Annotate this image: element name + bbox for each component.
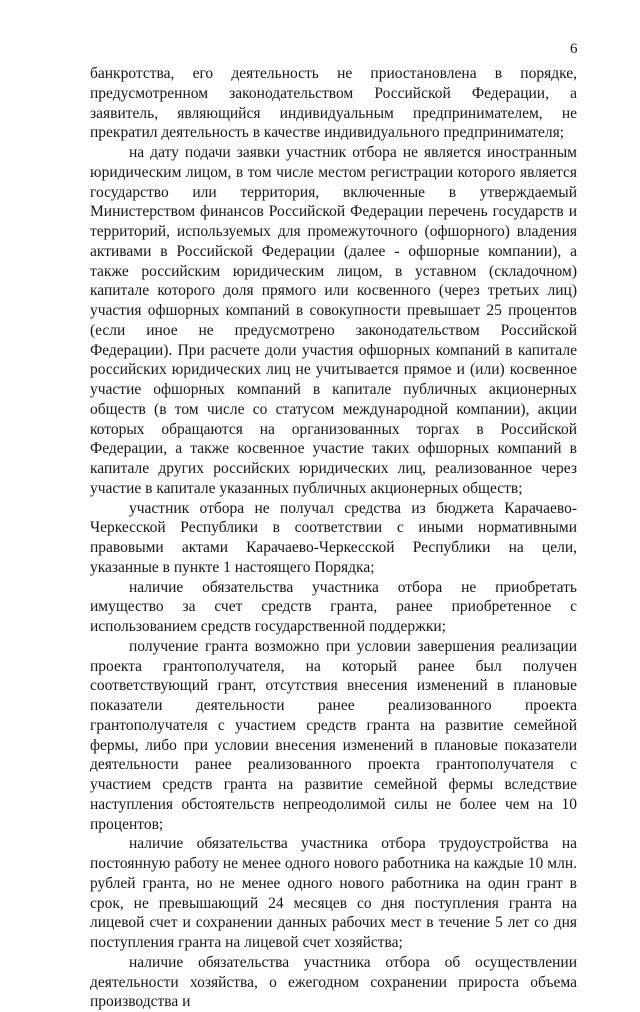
paragraph-property-obligation: наличие обязательства участника отбора не приобретать имущество за счет средств гранта, ранее приобретенное с использованием средств государственной поддержки; [90, 578, 577, 635]
paragraph-budget-funds: участник отбора не получал средства из бюджета Карачаево-Черкесской Республики в соответствии с иными нормативными правовыми актами Карачаево-Черкесской Республики на цели, указанные в пункте 1 настоящего Порядка; [90, 499, 577, 576]
paragraph-bankruptcy-continuation: банкротства, его деятельность не приостановлена в порядке, предусмотренном законодательством Российской Федерации, а заявитель, являющийся индивидуальным предпринимателем, не прекратил деятельность в качестве индивидуального предпринимателя; [90, 65, 577, 142]
paragraph-offshore-companies: на дату подачи заявки участник отбора не является иностранным юридическим лицом, в том числе местом регистрации которого является государство или территория, включенные в утверждаемый Министерством финансов Российской Федерации перечень государств и территорий, используемых для промежуточного (офшорного) владения активами в Российской Федерации (далее - офшорные компании), а также российским юридическим лицом, в уставном (складочном) капитале которого доля прямого или косвенного (через третьих лиц) участия офшорных компаний в совокупности превышает 25 процентов (если иное не предусмотрено законодательством Российской Федерации). При расчете доли участия офшорных компаний в капитале российских юридических лиц не учитывается прямое и (или) косвенное участие офшорных компаний в капитале публичных акционерных обществ (в том числе со статусом международной компании), акции которых обращаются на организованных торгах в Российской Федерации, а также косвенное участие таких офшорных компаний в капитале других российских юридических лиц, реализованное через участие в капитале указанных публичных акционерных обществ; [90, 144, 577, 497]
paragraph-grant-conditions: получение гранта возможно при условии завершения реализации проекта грантополучателя, на который ранее был получен соответствующий грант, отсутствия внесения изменений в плановые показатели деятельности ранее реализованного проекта грантополучателя с участием средств гранта на развитие семейной фермы, либо при условии внесения изменений в плановые показатели деятельности ранее реализованного проекта грантополучателя с участием средств гранта на развитие семейной фермы вследствие наступления обстоятельств непреодолимой силы не более чем на 10 процентов; [90, 637, 577, 833]
paragraph-employment-obligation: наличие обязательства участника отбора трудоустройства на постоянную работу не менее одного нового работника на каждые 10 млн. рублей гранта, но не менее одного нового работника на один грант в срок, не превышающий 24 месяцев со дня поступления гранта на лицевой счет и сохранении данных рабочих мест в течение 5 лет со дня поступления гранта на лицевой счет хозяйства; [90, 835, 577, 951]
paragraph-activity-obligation: наличие обязательства участника отбора об осуществлении деятельности хозяйства, о ежегодном сохранении прироста объема производства и [90, 953, 577, 1011]
page-number: 6 [570, 41, 578, 57]
document-body [90, 64, 577, 1012]
